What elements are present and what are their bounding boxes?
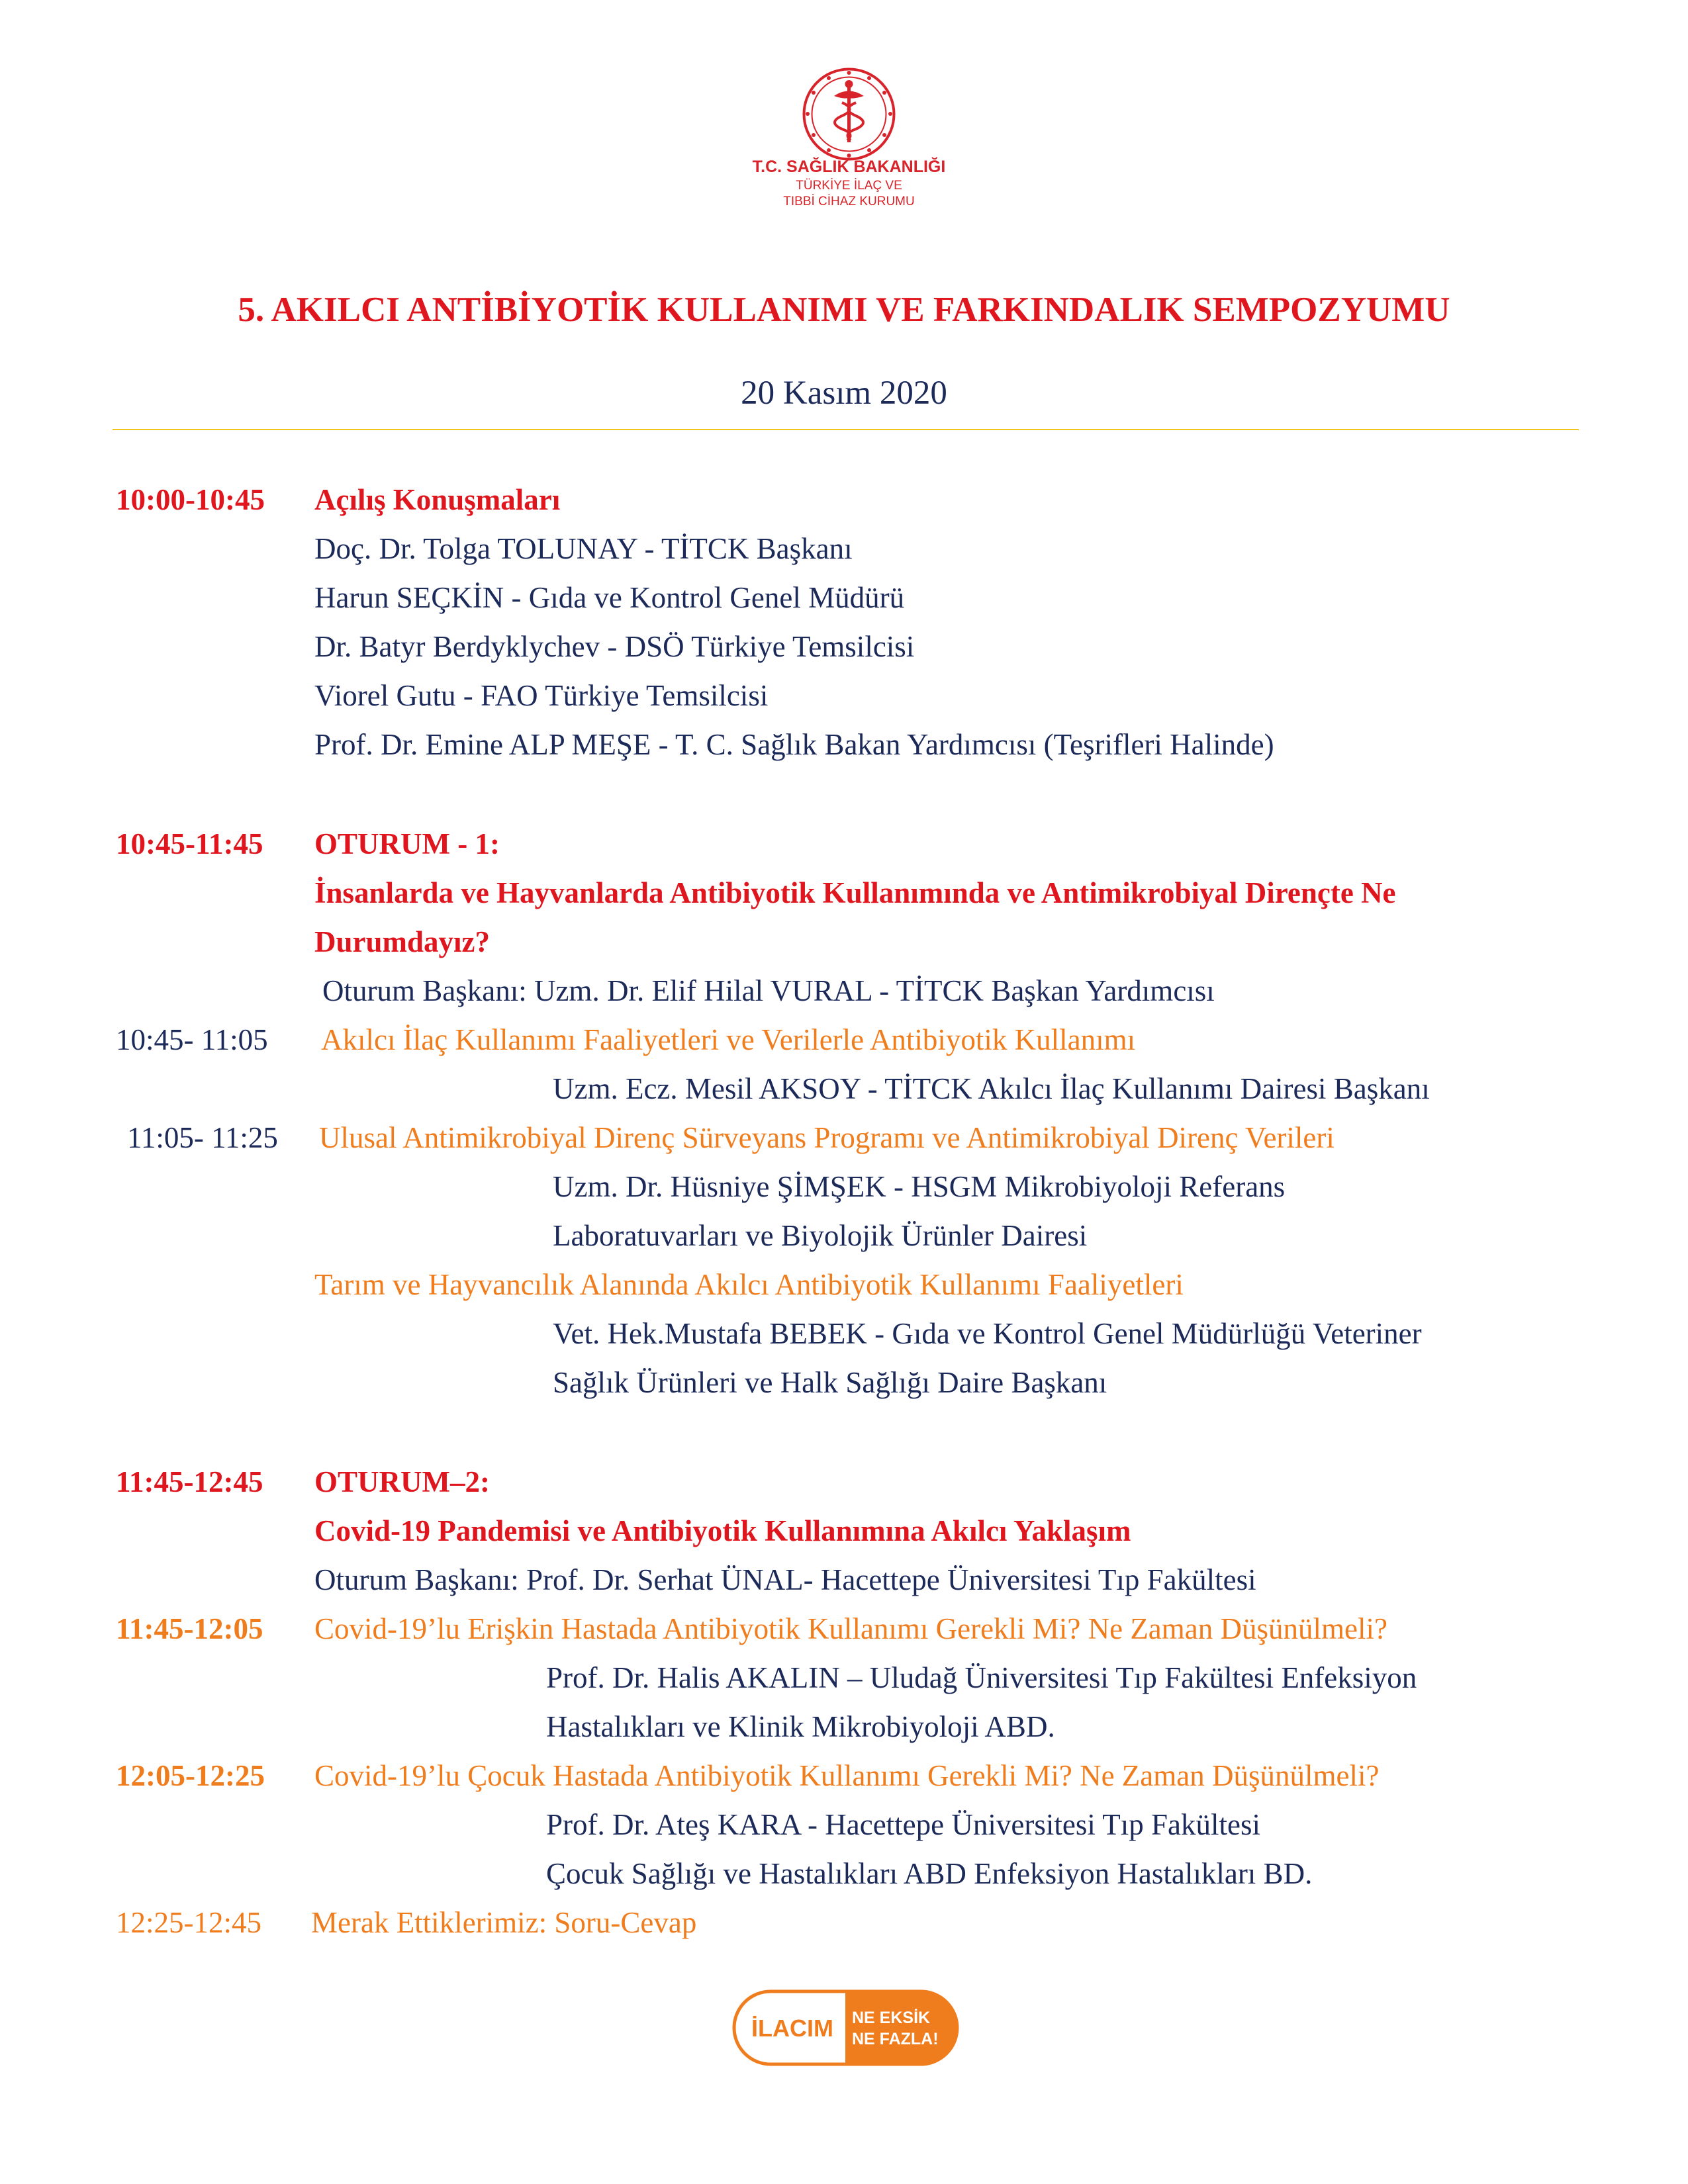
talk-title: Tarım ve Hayvancılık Alanında Akılcı Antibiyotik Kullanımı Faaliyetleri [314,1268,1184,1301]
logo-ne-eksik-text: NE EKSİK [852,2009,931,2027]
opening-speaker: Prof. Dr. Emine ALP MEŞE - T. C. Sağlık Bakan Yardımcısı (Teşrifleri Halinde) [314,728,1274,761]
session2-title: Covid-19 Pandemisi ve Antibiyotik Kullanımına Akılcı Yaklaşım [314,1514,1131,1547]
talk-time: 12:05-12:25 [116,1759,265,1792]
talk-title: Covid-19’lu Çocuk Hastada Antibiyotik Kullanımı Gerekli Mi? Ne Zaman Düşünülmeli? [314,1759,1380,1792]
session1-title-cont: Durumdayız? [314,925,491,958]
session1-chair: Oturum Başkanı: Uzm. Dr. Elif Hilal VURAL - TİTCK Başkan Yardımcısı [322,974,1215,1007]
opening-speaker: Doç. Dr. Tolga TOLUNAY - TİTCK Başkanı [314,532,853,565]
opening-speaker: Viorel Gutu - FAO Türkiye Temsilcisi [314,679,769,712]
talk-speaker: Çocuk Sağlığı ve Hastalıkları ABD Enfeksiyon Hastalıkları BD. [546,1857,1313,1890]
talk-title: Ulusal Antimikrobiyal Direnç Sürveyans Programı ve Antimikrobiyal Direnç Verileri [319,1121,1335,1154]
event-date: 20 Kasım 2020 [741,375,947,412]
talk-speaker: Vet. Hek.Mustafa BEBEK - Gıda ve Kontrol Genel Müdürlüğü Veteriner [553,1317,1422,1350]
talk-speaker: Uzm. Ecz. Mesil AKSOY - TİTCK Akılcı İlaç Kullanımı Dairesi Başkanı [553,1072,1430,1105]
logo-line-agency-2: TIBBİ CİHAZ KURUMU [783,195,915,208]
talk-speaker: Prof. Dr. Ateş KARA - Hacettepe Üniversitesi Tıp Fakültesi [546,1808,1261,1841]
talk-time: 11:05- 11:25 [127,1121,278,1154]
talk-title: Merak Ettiklerimiz: Soru-Cevap [311,1906,697,1939]
logo-line-agency-1: TÜRKİYE İLAÇ VE [796,179,902,193]
talk-speaker: Sağlık Ürünleri ve Halk Sağlığı Daire Başkanı [553,1366,1107,1399]
ministry-logo [702,60,1019,218]
opening-speaker: Harun SEÇKİN - Gıda ve Kontrol Genel Müdürü [314,581,905,614]
session1-title: İnsanlarda ve Hayvanlarda Antibiyotik Kullanımında ve Antimikrobiyal Dirençte Ne [314,876,1396,909]
session2-time: 11:45-12:45 [116,1465,263,1498]
talk-time: 10:45- 11:05 [116,1023,268,1056]
talk-time: 11:45-12:05 [116,1612,263,1645]
opening-speaker: Dr. Batyr Berdyklychev - DSÖ Türkiye Temsilcisi [314,630,915,663]
talk-speaker: Prof. Dr. Halis AKALIN – Uludağ Üniversitesi Tıp Fakültesi Enfeksiyon [546,1661,1417,1694]
talk-title: Covid-19’lu Erişkin Hastada Antibiyotik Kullanımı Gerekli Mi? Ne Zaman Düşünülmeli? [314,1612,1387,1645]
divider [113,429,1579,430]
opening-time: 10:00-10:45 [116,483,265,516]
logo-line-ministry: T.C. SAĞLIK BAKANLIĞI [752,158,946,176]
talk-title: Akılcı İlaç Kullanımı Faaliyetleri ve Verilerle Antibiyotik Kullanımı [321,1023,1136,1056]
session2-chair: Oturum Başkanı: Prof. Dr. Serhat ÜNAL- Hacettepe Üniversitesi Tıp Fakültesi [314,1563,1256,1596]
opening-heading: Açılış Konuşmaları [314,483,561,516]
talk-speaker: Uzm. Dr. Hüsniye ŞİMŞEK - HSGM Mikrobiyoloji Referans [553,1170,1286,1203]
talk-speaker: Hastalıkları ve Klinik Mikrobiyoloji ABD. [546,1710,1055,1743]
session1-label: OTURUM - 1: [314,827,500,860]
ministry-seal-icon [801,66,897,162]
session2-label: OTURUM–2: [314,1465,490,1498]
logo-ne-fazla-text: NE FAZLA! [852,2030,939,2048]
logo-ilacim-text: İLACIM [751,2015,833,2042]
talk-speaker: Laboratuvarları ve Biyolojik Ürünler Dairesi [553,1219,1088,1252]
ilacim-campaign-logo [731,1989,960,2067]
page-title: 5. AKILCI ANTİBİYOTİK KULLANIMI VE FARKINDALIK SEMPOZYUMU [238,291,1450,329]
talk-time: 12:25-12:45 [116,1906,261,1939]
session1-time: 10:45-11:45 [116,827,263,860]
